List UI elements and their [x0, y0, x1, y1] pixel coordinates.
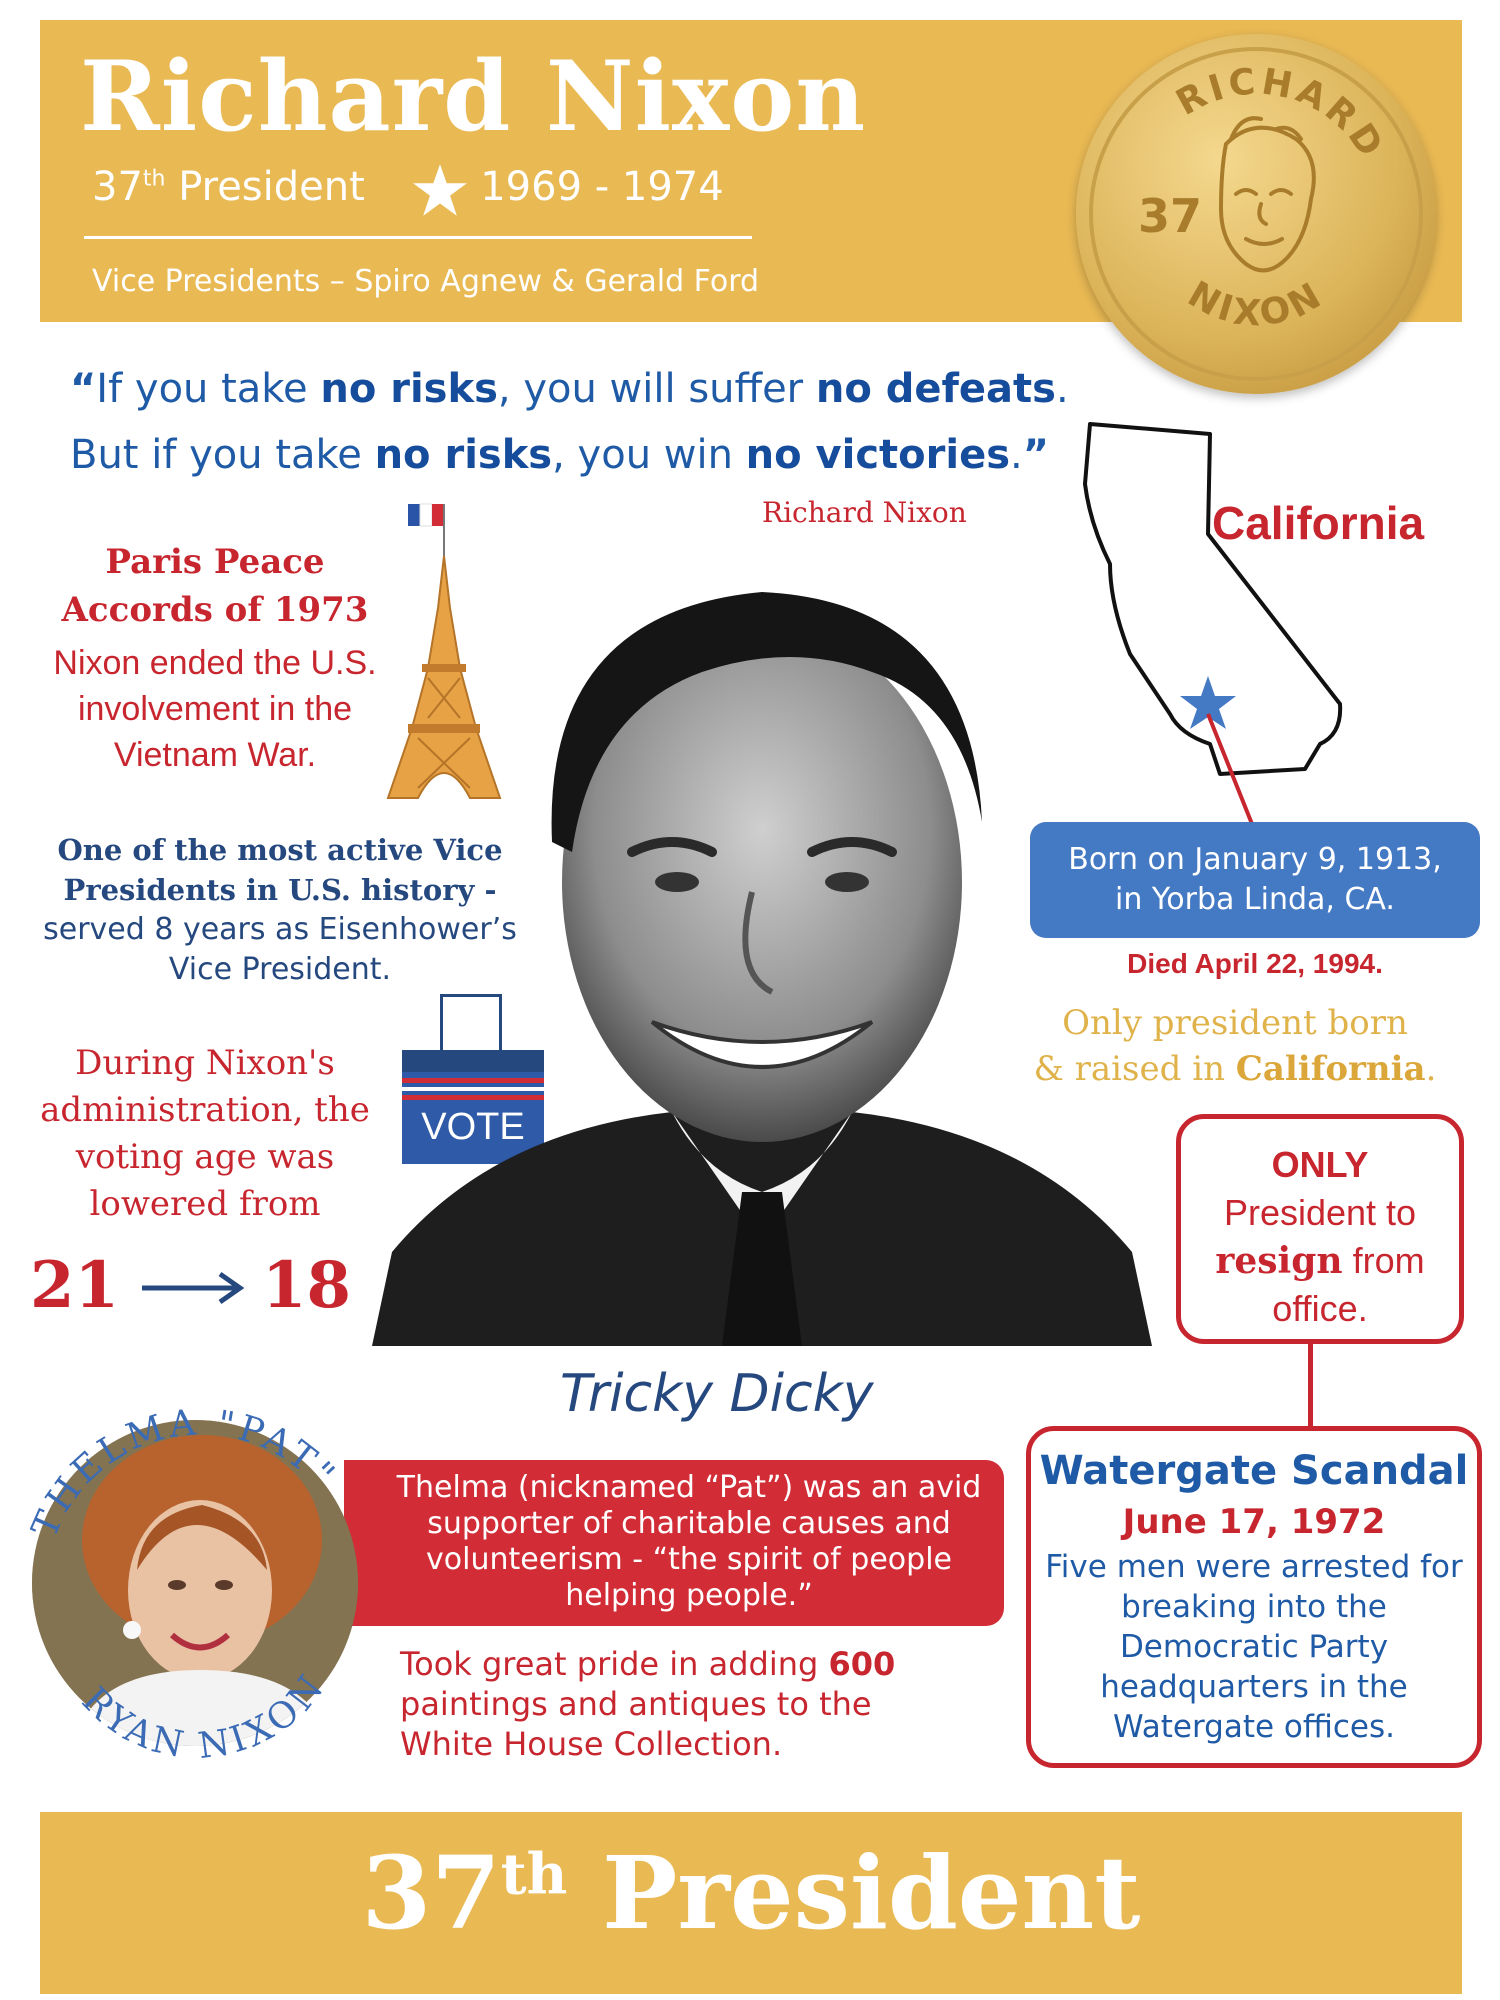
svg-text:THELMA "PAT": [24, 1402, 344, 1544]
vice-presidency-highlight: One of the most active Vice Presidents in U.S. history -: [57, 833, 503, 907]
quote: [70, 356, 1080, 488]
quote-part: If you take: [96, 366, 321, 412]
quote-attribution: Richard Nixon: [762, 496, 967, 529]
coin-engraving: [1076, 34, 1436, 394]
coin-portrait-icon: [1221, 118, 1314, 270]
quote-part: .: [1010, 432, 1023, 478]
born-place: in Yorba Linda, CA.: [1115, 882, 1395, 917]
resign-line: President to: [1223, 1192, 1417, 1233]
watergate-box: [1026, 1426, 1482, 1768]
voting-age-text: During Nixon's administration, the voting age was lowered from: [40, 1043, 370, 1224]
quote-part: .: [1055, 366, 1069, 412]
term-years: 1969 - 1974: [480, 164, 724, 210]
first-lady-name-arc: [6, 1360, 386, 1800]
arrow-right-icon: [140, 1268, 248, 1308]
first-lady-bio: Thelma (nicknamed “Pat”) was an avid supporter of charitable causes and volunteerism - “the spirit of people helping people.”: [396, 1470, 982, 1613]
ordinal-word: President: [178, 164, 365, 210]
california-map-icon: [1070, 414, 1370, 834]
quote-bold: no victories: [745, 432, 1011, 478]
watergate-text: Five men were arrested for breaking into the Democratic Party headquarters in the Watergate offices.: [1045, 1549, 1463, 1745]
connector-line: [1308, 1344, 1313, 1428]
resignation-box: [1176, 1114, 1464, 1344]
quote-open-mark: “: [70, 366, 97, 412]
born-date: Born on January 9, 1913,: [1068, 842, 1442, 877]
vice-presidents: Vice Presidents – Spiro Agnew & Gerald Ford: [92, 264, 760, 299]
ballot-label: VOTE: [421, 1106, 525, 1148]
quote-bold: no risks: [320, 366, 498, 412]
coin-number: 37: [1138, 189, 1203, 243]
california-distinction-line: .: [1425, 1049, 1437, 1089]
pride-text: paintings and antiques to the White House Collection.: [400, 1685, 872, 1763]
resign-line: from: [1342, 1240, 1425, 1281]
california-distinction: [1000, 1000, 1470, 1092]
ordinal-suffix: th: [142, 166, 166, 192]
state-label: California: [1212, 497, 1425, 549]
president-ordinal-term: [92, 164, 724, 210]
california-distinction-line: & raised in: [1033, 1049, 1236, 1089]
page-title: Richard Nixon: [80, 40, 867, 153]
footer-number: 37: [361, 1834, 501, 1952]
paris-accords-text: Nixon ended the U.S. involvement in the Vietnam War.: [53, 644, 377, 774]
svg-text:NIXON: [1181, 274, 1331, 335]
pride-number: 600: [828, 1645, 896, 1683]
first-lady-last-name: RYAN NIXON: [73, 1665, 334, 1768]
header-divider: [84, 236, 752, 239]
quote-part: , you will suffer: [497, 366, 816, 412]
quote-bold: no defeats: [815, 366, 1056, 412]
vice-presidency-text: served 8 years as Eisenhower’s Vice President.: [43, 912, 517, 987]
death-date: Died April 22, 1994.: [1127, 948, 1383, 979]
footer-title: [40, 1834, 1462, 1952]
footer-word: President: [602, 1834, 1141, 1952]
resign-line: office.: [1272, 1288, 1368, 1329]
quote-part: But if you take: [70, 432, 375, 478]
california-distinction-line: Only president born: [1062, 1003, 1408, 1043]
california-bold: California: [1235, 1049, 1426, 1089]
watergate-title: Watergate Scandal: [1039, 1448, 1469, 1494]
voting-age-from: 21: [30, 1248, 120, 1323]
birth-info-box: [1030, 822, 1480, 938]
quote-part: , you win: [552, 432, 746, 478]
svg-text:RYAN NIXON: [74, 1665, 334, 1767]
watergate-date: June 17, 1972: [1122, 1502, 1386, 1542]
voting-age-to: 18: [262, 1248, 352, 1323]
paris-accords-title: Paris Peace Accords of 1973: [61, 542, 369, 630]
quote-close-mark: ”: [1022, 432, 1050, 478]
footer-suffix: th: [500, 1841, 568, 1908]
svg-text:RICHARD: [1170, 61, 1393, 167]
resign-bold: resign: [1215, 1240, 1343, 1282]
quote-bold: no risks: [374, 432, 553, 478]
resign-only: ONLY: [1271, 1144, 1369, 1185]
ordinal-number: 37: [92, 164, 143, 210]
star-icon: [412, 162, 468, 218]
coin-bottom-text: NIXON: [1180, 273, 1332, 335]
nixon-coin: [1076, 34, 1436, 394]
white-house-collection-text: [400, 1644, 960, 1764]
nickname: Tricky Dicky: [560, 1364, 874, 1424]
first-lady-first-name: THELMA "PAT": [24, 1402, 345, 1544]
coin-top-text: RICHARD: [1169, 61, 1393, 168]
pride-text: Took great pride in adding: [400, 1645, 829, 1683]
